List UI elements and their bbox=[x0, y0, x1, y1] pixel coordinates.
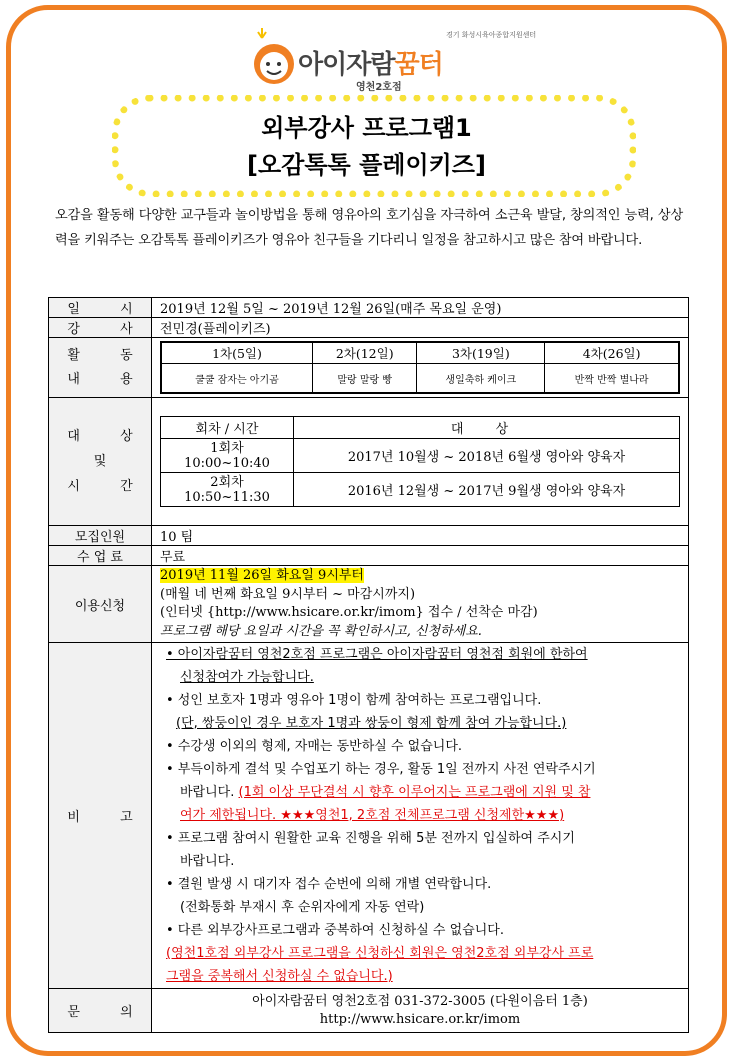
note-item: (단, 쌍둥이인 경우 보호자 1명과 쌍둥이 형제 함께 참여 가능합니다.) bbox=[176, 716, 567, 731]
page-title: 외부강사 프로그램1 bbox=[261, 114, 472, 142]
contact-cell bbox=[152, 989, 689, 1033]
note-item: • 부득이하게 결석 및 수업포기 하는 경우, 활동 1일 전까지 사전 연락주시기 bbox=[166, 762, 596, 777]
instructor-value: 전민경(플레이키즈) bbox=[152, 318, 689, 338]
note-item: • 결원 발생 시 대기자 접수 순번에 의해 개별 연락합니다. bbox=[166, 877, 492, 892]
activity-round: 3차(19일) bbox=[417, 342, 545, 364]
activity-round: 1차(5일) bbox=[161, 342, 312, 364]
logo-tagline: 경기 화성시육아종합지원센터 bbox=[446, 31, 537, 39]
apply-schedule: (매월 네 번째 화요일 9시부터 ~ 마감시까지) bbox=[160, 586, 416, 602]
recruit-label: 모집인원 bbox=[49, 526, 152, 546]
activity-content: 말랑 말랑 빵 bbox=[312, 364, 417, 394]
note-item: 바랍니다. (1회 이상 무단결석 시 향후 이루어지는 프로그램에 지원 및 참 bbox=[180, 785, 591, 800]
date-label: 일 시 bbox=[49, 298, 152, 318]
fee-label: 수 업 료 bbox=[49, 546, 152, 566]
activity-cell bbox=[152, 338, 689, 398]
note-item: (영천1호점 외부강사 프로그램을 신청하신 회원은 영천2호점 외부강사 프로 bbox=[166, 946, 594, 961]
intro-paragraph: 오감을 활동해 다양한 교구들과 놀이방법을 통해 영유아의 호기심을 자극하여 소근육 발달, 창의적인 능력, 상상력을 키워주는 오감톡톡 플레이키즈가 영유아 친구들을 기다리니 일정을 참고하시고 많은 참여 바랍니다. bbox=[55, 208, 683, 248]
note-item: • 성인 보호자 1명과 영유아 1명이 함께 참여하는 프로그램입니다. bbox=[166, 693, 542, 708]
note-item: • 수강생 이외의 형제, 자매는 동반하실 수 없습니다. bbox=[166, 739, 463, 754]
apply-cell bbox=[152, 566, 689, 643]
logo-name bbox=[298, 44, 443, 81]
fee-value: 무료 bbox=[152, 546, 689, 566]
session-target: 2016년 12월생 ~ 2017년 9월생 영아와 양육자 bbox=[294, 473, 680, 507]
target-head-session: 회차 / 시간 bbox=[161, 417, 294, 439]
note-label: 비 고 bbox=[49, 643, 152, 989]
page-subtitle: [오감톡톡 플레이키즈] bbox=[247, 151, 486, 179]
date-value: 2019년 12월 5일 ~ 2019년 12월 26일(매주 목요일 운영) bbox=[152, 298, 689, 318]
instructor-label: 강 사 bbox=[49, 318, 152, 338]
logo-name-part1: 아이자람 bbox=[298, 50, 395, 80]
activity-table bbox=[160, 341, 680, 394]
contact-phone: 아이자람꿈터 영천2호점 031-372-3005 (다원이음터 1층) bbox=[252, 993, 588, 1009]
note-item: 신청참여가 가능합니다. bbox=[180, 670, 314, 685]
apply-reminder: 프로그램 해당 요일과 시간을 꼭 확인하시고, 신청하세요. bbox=[160, 623, 482, 639]
logo-branch: 영천2호점 bbox=[356, 82, 402, 93]
note-item: • 아이자람꿈터 영천2호점 프로그램은 아이자람꿈터 영천점 회원에 한하여 bbox=[166, 647, 588, 662]
note-cell bbox=[152, 643, 689, 989]
session-time: 2회차 10:50~11:30 bbox=[161, 473, 294, 507]
apply-method: (인터넷 {http://www.hsicare.or.kr/imom} 접수 / 선착순 마감) bbox=[160, 605, 538, 620]
contact-url[interactable]: http://www.hsicare.or.kr/imom bbox=[319, 1011, 521, 1027]
contact-label: 문 의 bbox=[49, 989, 152, 1033]
info-table bbox=[48, 297, 689, 1033]
apply-label: 이용신청 bbox=[49, 566, 152, 643]
note-item: 그램을 중복해서 신청하실 수 없습니다.) bbox=[166, 969, 393, 984]
note-item: • 프로그램 참여시 원활한 교육 진행을 위해 5분 전까지 입실하여 주시기 bbox=[166, 831, 575, 846]
activity-content: 반짝 반짝 별나라 bbox=[545, 364, 679, 394]
logo-name-part2: 꿈터 bbox=[394, 50, 443, 80]
session-target: 2017년 10월생 ~ 2018년 6월생 영아와 양육자 bbox=[294, 439, 680, 473]
activity-label: 활 동 내 용 bbox=[49, 338, 152, 398]
activity-content: 쿨쿨 잠자는 아기곰 bbox=[161, 364, 312, 394]
activity-content: 생일축하 케이크 bbox=[417, 364, 545, 394]
target-head-target: 대 상 bbox=[294, 417, 680, 439]
session-time: 1회차 10:00~10:40 bbox=[161, 439, 294, 473]
recruit-value: 10 팀 bbox=[152, 526, 689, 546]
note-item: • 다른 외부강사프로그램과 중복하여 신청하실 수 없습니다. bbox=[166, 923, 504, 938]
target-label: 대 상 및 시 간 bbox=[49, 398, 152, 526]
note-item: (전화통화 부재시 후 순위자에게 자동 연락) bbox=[180, 900, 425, 915]
note-item: 바랍니다. bbox=[180, 854, 235, 869]
target-table bbox=[160, 416, 680, 507]
target-cell bbox=[152, 398, 689, 526]
note-list bbox=[160, 643, 688, 988]
activity-round: 2차(12일) bbox=[312, 342, 417, 364]
note-item: 여가 제한됩니다. ★★★영천1, 2호점 전체프로그램 신청제한★★★) bbox=[180, 808, 565, 823]
apply-start: 2019년 11월 26일 화요일 9시부터 bbox=[160, 568, 364, 583]
activity-round: 4차(26일) bbox=[545, 342, 679, 364]
